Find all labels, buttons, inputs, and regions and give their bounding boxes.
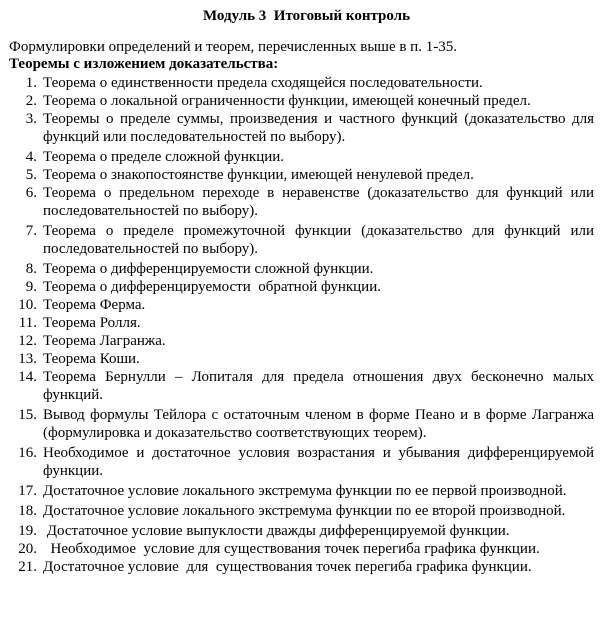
- item-text: Теорема Бернулли – Лопиталя для предела отношения двух бесконечно малых функций.: [43, 369, 594, 403]
- item-text: Достаточное условие локального экстремума функции по ее второй производной.: [43, 503, 566, 519]
- item-text: Теорема Коши.: [43, 351, 140, 367]
- list-item: [0, 368, 613, 404]
- list-item: [0, 406, 613, 442]
- list-item: [0, 148, 613, 166]
- item-text: Достаточное условие выпуклости дважды дифференцируемой функции.: [43, 523, 510, 539]
- item-number: 2.: [25, 93, 37, 109]
- item-number: 17.: [18, 483, 37, 499]
- list-item: [0, 222, 613, 258]
- item-text: Теорема о единственности предела сходящейся последовательности.: [43, 75, 483, 91]
- list-item: [0, 260, 613, 278]
- list-item: [0, 314, 613, 332]
- item-number: 16.: [18, 445, 37, 461]
- item-number: 13.: [18, 351, 37, 367]
- list-item: [0, 332, 613, 350]
- item-number: 7.: [25, 223, 37, 239]
- item-text: Вывод формулы Тейлора с остаточным членом в форме Пеано и в форме Лагранжа (формулировка и доказательство соответствующих теорем).: [43, 407, 594, 441]
- list-item: [0, 540, 613, 558]
- item-number: 11.: [18, 315, 37, 331]
- item-text: Теорема о знакопостоянстве функции, имеющей ненулевой предел.: [43, 167, 474, 183]
- item-text: Необходимое условие для существования точек перегиба графика функции.: [43, 541, 540, 557]
- item-text: Теорема о дифференцируемости сложной функции.: [43, 261, 374, 277]
- list-item: [0, 74, 613, 92]
- item-number: 5.: [25, 167, 37, 183]
- list-item: [0, 166, 613, 184]
- item-text: Теорема о пределе сложной функции.: [43, 149, 285, 165]
- item-number: 9.: [25, 279, 37, 295]
- list-item: [0, 502, 613, 520]
- item-text: Теорема о локальной ограниченности функции, имеющей конечный предел.: [43, 93, 531, 109]
- item-text: Теоремы о пределе суммы, произведения и частного функций (доказательство для функций или последовательностей по выбору).: [43, 111, 594, 145]
- list-item: [0, 558, 613, 576]
- theorem-list: [0, 74, 613, 576]
- list-item: [0, 522, 613, 540]
- item-number: 14.: [18, 369, 37, 385]
- item-text: Достаточное условие для существования точек перегиба графика функции.: [43, 559, 532, 575]
- item-number: 12.: [18, 333, 37, 349]
- list-item: [0, 482, 613, 500]
- list-item: [0, 278, 613, 296]
- section-heading: Теоремы с изложением доказательства:: [9, 56, 279, 72]
- item-number: 19.: [18, 523, 37, 539]
- item-number: 18.: [18, 503, 37, 519]
- item-text: Необходимое и достаточное условия возрастания и убывания дифференцируемой функции.: [43, 445, 594, 479]
- item-number: 20.: [18, 541, 37, 557]
- item-text: Теорема о предельном переходе в неравенстве (доказательство для функций или последовательностей по выбору).: [43, 185, 594, 219]
- item-number: 21.: [18, 559, 37, 575]
- item-text: Теорема Лагранжа.: [43, 333, 166, 349]
- item-number: 10.: [18, 297, 37, 313]
- item-number: 8.: [25, 261, 37, 277]
- item-text: Теорема Ролля.: [43, 315, 141, 331]
- item-number: 6.: [25, 185, 37, 201]
- list-item: [0, 110, 613, 146]
- item-text: Достаточное условие локального экстремума функции по ее первой производной.: [43, 483, 567, 499]
- item-text: Теорема о дифференцируемости обратной функции.: [43, 279, 381, 295]
- list-item: [0, 184, 613, 220]
- item-number: 3.: [25, 111, 37, 127]
- item-number: 4.: [25, 149, 37, 165]
- intro-paragraph: Формулировки определений и теорем, перечисленных выше в п. 1-35.: [9, 39, 457, 55]
- list-item: [0, 444, 613, 480]
- item-number: 15.: [18, 407, 37, 423]
- item-text: Теорема о пределе промежуточной функции (доказательство для функций или последовательностей по выбору).: [43, 223, 594, 257]
- item-text: Теорема Ферма.: [43, 297, 146, 313]
- list-item: [0, 350, 613, 368]
- list-item: [0, 296, 613, 314]
- page-title: Модуль 3 Итоговый контроль: [202, 8, 411, 24]
- list-item: [0, 92, 613, 110]
- item-number: 1.: [25, 75, 37, 91]
